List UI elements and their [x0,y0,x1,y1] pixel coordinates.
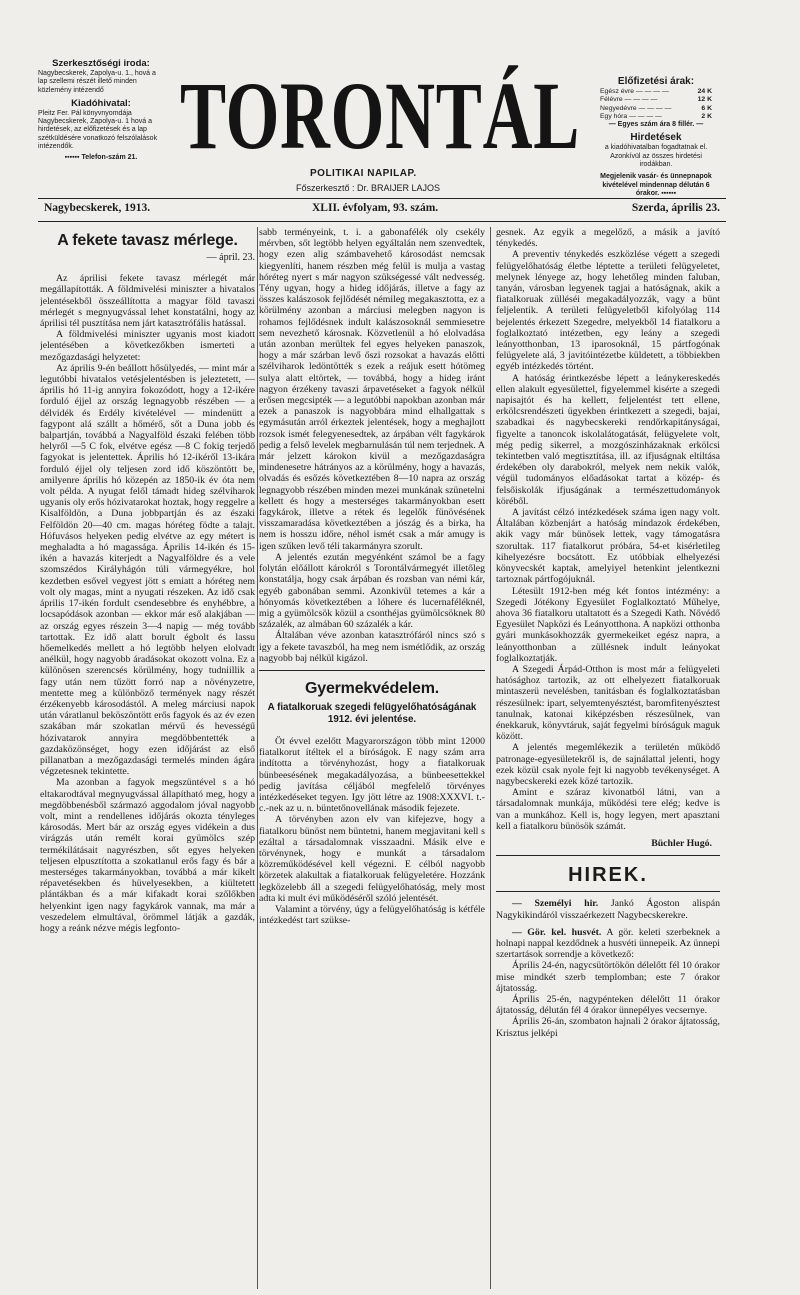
masthead-left-info [38,58,164,166]
news-item [496,994,720,1016]
news-item-text: Április 26-án, szombaton hajnali 2 órakor ájtatosság, Krisztus jelképi [496,1016,720,1039]
article-separator [496,855,720,856]
article-paragraph: A hatóság érintkezésbe lépett a leánykereskedés ellen alakult egyesülettel, figyelemmel kisérte a szegedi napisajtót és ha kellett, feljelentést tett ellene, erkölcsrendészeti ügyekben érintkezett a szegedi, bajai, szabadkai és nagybecskereki rendőrkapitányságai, figyelte a tanoncok iskolalátogatását, felügyelete volt, még pedig sikerrel, a mozgószinházaknak erkölcsi tekintetben való megtisztítása, ill. az ifjuságnak eltiltása érdekében oly darabokról, melyek nem nekik valók, végül tudományos előadásokat tartat a közép- és felsőiskolák ifjuságának a természettudományok köréből. [496,372,720,507]
article-paragraph: Amint e száraz kivonatból látni, van a társadalomnak munkája, működési tere elég; kedve is van a munkához. Kell is, hogy legyen, mert apasztani kell a fiatalkoru bünösök számát. [496,787,720,832]
newspaper-title [176,56,584,168]
article-paragraph: Valamint a törvény, úgy a felügyelőhatóság is kétféle intézkedést tart szükse- [259,903,485,927]
ads-text: a kiadóhivatalban fogadtatnak el. Azonkívül az összes hirdetési irodákban. [604,144,708,169]
news-item [496,927,720,961]
column-2 [259,227,485,1289]
article-paragraph: A Szegedi Árpád-Otthon is most már a felügyeleti hatósághoz tartozik, az ott elhelyezett fiatalkoruak mintaszerü nevelésben, tanitásban és foglalkoztatásban részesülnek: ipart, selyemtenyésztést, baromfitenyésztest tanulnak, katonai kiképzésben részesülnek, van énekkaruk, könyvtáruk, saját fegyelmi bíróságuk maguk között. [496,663,720,743]
column-1 [40,227,255,1289]
price-table [600,88,712,121]
price-row: Félévre — — — — 12 K [600,96,712,104]
masthead-right-info [600,76,712,198]
editor-in-chief: Főszerkesztő : Dr. BRAIJER LAJOS [296,183,441,193]
article-paragraph: Az áprilisi fekete tavasz mérlegét már megállapították. A földmivelési miniszter a hivatalos jelentésekből összeállította a magyar föld tavaszi mérlegét s megnyugvással lehet konstatálni, hogy az áprilisi tél pusztítása nem járt katasztrófális hatással. [40,273,255,330]
place-year: Nagybecskerek, 1913. [44,202,151,214]
news-item-lead: — Személyi hir. [512,898,599,910]
issue-number: XLII. évfolyam, 93. szám. [312,202,439,214]
price-row: Egy hóra — — — — 2 K [600,112,712,120]
news-separator [496,891,720,892]
article-paragraph: sabb terményeink, t. i. a gabonafélék oly csekély mérvben, sőt legtöbb helyen egyáltalán nem szenvedtek, hogy ezen alig számbavehető károsodást nemcsak kiegyenlíti, hanem részben még felül is mulja a vastag hóréteg nyert s már nagyon szükségessé vált nedvesség. Tény ugyan, hogy a hideg időjárás, illetve a fagy az összes kalászosok fejlődését némileg megakasztotta, ez a körülmény azonban a márciusi melegben nagyon is rohamos fejlődésnek indult kalászosoknál semmiesetre sem nevezhető károsnak. Közvetlenül a hó elolvadása után azonban merültek fel egyes helyeken panaszok, hogy a már szárban levő őszi rozsokat a havazás előtti szélviharok ledöntötték s ezek a reájuk esett hótömeg sulya alatt eltörtek, — továbbá, hogy a hideg iránt nagyon érzékeny tavaszi árpavetéseket a fagyok nélkül erősen megcsipték — a legutóbbi napokban azonban már ezek a panaszok is nagyobbára mind elhallgattak s egymásután arról érkeztek jelentések, hogy a meghajlott rozsok ismét felegyenesedtek, az árpában vélt fagykárok pedig a felső levelek megbarnulásán túl nem terjednek. A már jelzett károkon kivül a mezőgazdaságra mindenesetre hátrányos az a körülmény, hogy a havazás, olvadás és esőzés következtében 8—10 napra az ország legnagyobb részében minden mezei munkának szünetelni kellett és hogy a mesterséges takarmányokban esett fagykárok, illetve a rétek és legelők fünövésének visszamaradása következtében a jószág és a birka, ha nem is hosszu időre, néhol ismét csak a már amugy is igen szűken levő téli takarmányra szorult. [259,227,485,552]
article-paragraph: A javítást célzó intézkedések száma igen nagy volt. Általában közbenjárt a hatóság mindazok érdekében, akik vagy már bünösek lettek, vagy támogatásra szorultak. 117 fiatalkorut próbára, 54-et kisérletileg kihelyezésre bocsátott. Ez utóbbiak elhelyezési könyvecskét kaptak, amelyiyel hetenkint jelentkezni tartoznak pártfogójuknál. [496,507,720,586]
news-item-text: Jankó Ágoston alispán Nagykikindáról visszaérkezett Nagybecskerekre. [496,898,720,921]
news-heading: HIREK. [568,864,648,887]
article-separator [259,670,485,671]
article-dateline: — ápril. 23. [206,252,255,263]
newspaper-title-logo [176,56,584,168]
news-item-text: A gör. keleti szerbeknek a holnapi nappal kezdődnek a husvéti ünnepeik. Az ünnepi szertartások sorrendje a következő: [496,926,720,961]
article-paragraph: Öt évvel ezelőtt Magyarországon több mint 12000 fiatalkorut ítéltek el a bíróságok. E nagy szám arra indította a törvényhozást, hogy a fiatalkoruak bünbeesésének megakadályozása, a bünbeesettekkel pedig javítása céljából megfelelő törvényes intézkedéseket tegyen. Igy jött létre az 1908:XXXVI. t.-c.-nek az u. n. büntetőnovellának második fejezete. [259,735,485,815]
issue-date: Szerda, április 23. [631,202,720,214]
column-divider [257,227,258,1289]
phone-number: ▪▪▪▪▪▪ Telefon-szám 21. [64,154,138,162]
news-item [496,960,720,994]
article-paragraph: A földmivelési miniszter ugyanis most kiadott jelentésében a következőkben ismerteti a mezőgazdasági helyzetet: [40,329,255,363]
column-divider [490,227,491,1289]
newspaper-title-text: TORONTÁL [180,62,580,168]
article-paragraph: A jelentés ezután megyénként számol be a fagy folytán előállott károkról s Torontálvármegyét illetőleg konstatálja, hogy csak árpában és rozsban van némi kár, egyéb gabonában semmi. Azonkivül tetemes a kár a hónyomás következtében a lóhere és lucernaféléknél, mig a gyümölcsök közül a csonthéjas gyümölcsöknek 80 százalék, az almában 60 százalék a kár. [259,551,485,631]
article-paragraph: Általában véve azonban katasztrófáról nincs szó s igy a fekete tavaszból, ha meg nem ismétlődik, az ország nagyobb baj nélkül kigázol. [259,630,485,664]
editorial-text: Nagybecskerek, Zapolya-u. 1., hová a lap szellemi részét illető minden közlemény intézendő [38,70,156,94]
article-title: Gyermekvédelem. [305,679,439,697]
news-item-text: Április 24-én, nagycsütörtökön délelőtt fél 10 órakor mise mindkét szerb templomban; este 7 órakor ájtatosság. [496,960,720,994]
publication-schedule: Megjelenik vasár- és ünnepnapok kivételével mindennap délután 6 órakor. ▪▪▪▪▪▪ [600,173,712,197]
editorial-heading: Szerkesztőségi iroda: [52,58,150,69]
single-copy-price: — Egyes szám ára 8 fillér. — [608,121,704,129]
masthead-rule-bottom [38,221,726,222]
newspaper-subtitle: POLITIKAI NAPILAP. [310,168,417,179]
column-3 [496,227,720,1289]
subscription-heading: Előfizetési árak: [617,76,695,87]
news-item-text: Április 25-én, nagypénteken délelőtt 11 órakor ájtatosság, délután fél 4 órakor ünnepélyes vecsernye. [496,994,720,1017]
article-paragraph: gesnek. Az egyik a megelőző, a másik a javító ténykedés. [496,227,720,250]
article-paragraph: A törvényben azon elv van kifejezve, hogy a fiatalkoru bünöst nem büntetni, hanem megjavitani kell s ezáltal a társadalomnak visszaadni. Másik elve e törvénynek, hogy e munkát a társadalom közreműködésével kell végezni. E célból nagyobb körzetek alakultak a fiatalkoruak felügyeletére. Hozzánk legközelebb áll a szegedi felügyelőhatóság, mely most adta ki mult évi működéséről szóló jelentését. [259,814,485,904]
news-item-lead: — Gör. kel. husvét. [512,926,602,938]
article-paragraph: A preventiv ténykedés eszközlése végett a szegedi felügyelőhatóság életbe léptette a területi felügyeletet, melynek lényege az, hogy lehetőleg minden faluban, tanyán, városban legyenek tagjai a hatóságnak, akik a fiatalkoruak zülléséi megakadályozzák, vagy a bünt feljelentik. A területi felügyeletből kifolyólag 114 bejelentés érkezett Szegedre, melyekből 14 fiatalkoru a foglalkoztató intézetben, egy leány a szegedi leányotthonban, 13 iparosoknál, 15 pártfogónak felügyelete alá, 3 javitóintézetbe küldetett, a többiekben egyéb intézkedés történt. [496,249,720,373]
article-paragraph: Ma azonban a fagyok megszüntével s a hó eltakarodtával megnyugvással állapítható meg, hogy a megdöbbenésből származó aggodalom jóval nagyobb volt, mint a rendellenes időjárás okozta tényleges károsodás. Mert bár az ország egyes vidékein a dus virágzás után remélt korai gyümölcs szép termékilátásait nagyrészben, sőt egyes helyeken teljesen elpusztította a szokatlanul erős fagy és bár a mesterséges takarmányokban, továbbá a már kikelt répavetésekben és hüvelyesekben, a kiültetett plántákban és a már kifakadt korai szőlőkben helyenkint igen nagy fagykárok vannak, ma már a veszedelem elmultával, örömmel látják a gazdák, hogy a reánk nézve mégis legfonto- [40,777,255,934]
news-item [496,898,720,920]
publisher-text: Pleitz Fer. Pál könyvnyomdája Nagybecskerek, Zapolya-u. 1 hová a hirdetések, az előfizetések és a lap szétküldésére vonatkozó felszólalások intézendők. [38,109,158,151]
price-row: Negyedévre — — — — 6 K [600,104,712,112]
ads-heading: Hirdetések [630,132,682,144]
price-row: Egész évre — — — — 24 K [600,88,712,95]
publisher-heading: Kiadóhivatal: [71,97,131,109]
article-paragraph: A jelentés megemlékezik a területén működő patronage-egyesületekről is, de sajnálattal jelenti, hogy ezek közül csak nyole fejt ki nagyobb tevékenységet. A nagybecskereki ezek közé tartozik. [496,742,720,787]
article-signature: Büchler Hugó. [651,837,712,849]
news-item [496,1016,720,1038]
article-paragraph: Létesült 1912-ben még két fontos intézmény: a Szegedi Jótékony Egyesület Foglalkoztató Műhelye, ahova 36 fiatalkoru utaltatott és a Szegedi Kath. Nővédő Egyesület Napközi és Leányotthona. A napközi otthonba gyári munkásokhozzák gyermekeiket egész napra, a leányotthonban a züllésnek indult leányokat foglalkoztatják. [496,585,720,664]
article-subtitle: A fiatalkoruak szegedi felügyelőhatóságának 1912. évi jelentése. [267,701,477,725]
article-title: A fekete tavasz mérlege. [57,232,238,249]
article-paragraph: Az április 9-én beállott hősülyedés, — mint már a legutóbbi hivatalos vetésjelentésben is jeleztetett, — április hó 11-ig annyira fokozódott, hogy a 12-ikére forduló éjjel az ország legnagyobb részében — a délvidék és Erdély kivételével — mindenütt a fagypont alá szállt a hőmérő, sőt a Duna jobb és balpartján, továbbá a Nagyalföld északi felében több helyről —5 C fok, elvétve egész —8 C fokig terjedő fagyokat is jelentettek. Április hó 12-ikéről 13-ikára forduló éjjel oly teljesen zord idő köszöntött be, amilyenre április hó közepén az 1850-ik év óta nem volt példa. A nyugat felől támadt hideg szélviharok ugyanis oly erős hózivatarokat hoztak, hogy reggelre a Kisalföldön, a Duna jobbpartján és az északi Felföldön 20—40 cm. magas hóréteg födte a talajt. Hófuvásos helyeken pedig elvétve az egy métert is meghaladta a hó magassága. Április 14-ikén és 15-ikén a havazás kiterjedt a Nagyalföldre és a vele szomszédos Királyhágón túli vármegyékre, hol kezdetben esővel vegyest jött s emiatt a hóréteg nem volt oly magas, mint a nyugati részeken. Az idő csak április 17-ikén fordult csendesebbre és enyhébbre, a locsapódások azonban — ekkor már eső alakjában — az ország egyes részein 3—4 napig — még tovább tartottak. Ez idő alatt borult égbolt és lassu hőemelkedés mellett a hó legtöbb helyen elolvadt anélkül, hogy nagyobb áradásokat okozott volna. Ez a különösen szerencsés körülmény, hogy tudniillik a fagy után nem tűzött forró nap a növényzetre, mentette meg a különböző termények nagy részét érzékenyebb károsodástól. A meleg márciusi napok után váratlanul beköszöntött erős fagyok és az év ezen szakában már szokatlan mérvű és hevességű hózivatarok annyira megdöbbentették a gazdaközönséget, hogy ezen időjárást az első pillanatban a mezőgazdasági termelés minden ágára végzetesnek tekintette. [40,362,255,778]
masthead-rule-top [38,198,726,199]
